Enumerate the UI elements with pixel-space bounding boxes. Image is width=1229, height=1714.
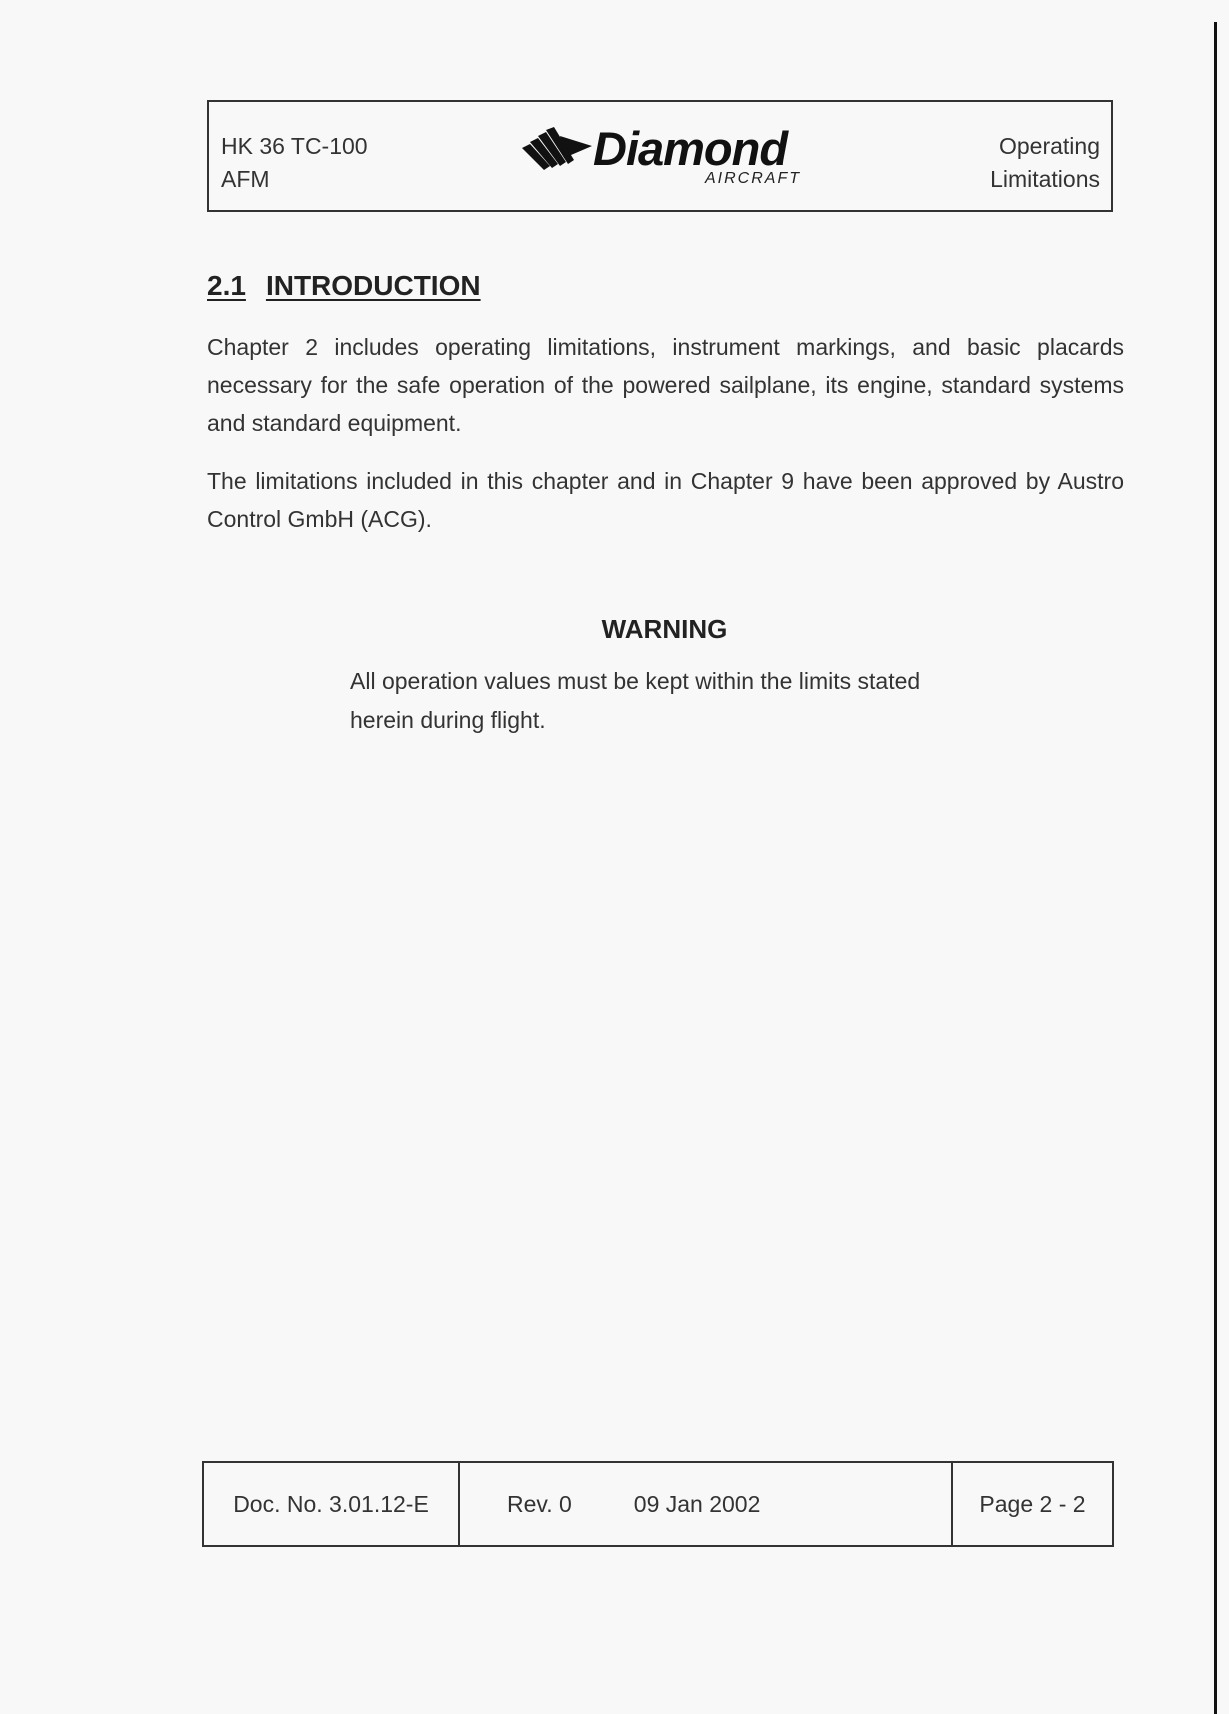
paragraph-2: The limitations included in this chapter and in Chapter 9 have been approved by Austro Control GmbH (ACG). [207, 468, 1124, 532]
warning-text-line2: herein during flight. [350, 707, 546, 733]
warning-text-line1: All operation values must be kept within the limits stated [350, 668, 921, 694]
section-title: INTRODUCTION [265, 270, 481, 301]
diamond-aircraft-logo [520, 122, 810, 192]
diamond-logo-icon [520, 126, 594, 178]
section-heading [207, 270, 481, 302]
footer-doc-number: Doc. No. 3.01.12-E [204, 1463, 460, 1545]
brand-subtitle: AIRCRAFT [705, 170, 801, 187]
paragraph-1: Chapter 2 includes operating limitations, instrument markings, and basic placards necessary for the safe operation of the powered sailplane, its engine, standard systems and standard equipment. [207, 334, 1124, 436]
footer-rev: Rev. 0 [507, 1490, 572, 1517]
footer-revision [460, 1463, 953, 1545]
section-number: 2.1 [207, 270, 246, 301]
page-footer [202, 1461, 1114, 1547]
page-header [207, 100, 1113, 212]
header-model: HK 36 TC-100 [221, 133, 368, 159]
header-left [221, 130, 368, 196]
brand-name: Diamond [593, 122, 788, 175]
warning-text [350, 662, 1010, 740]
footer-date: 09 Jan 2002 [633, 1490, 761, 1517]
header-chapter-line2: Limitations [990, 166, 1100, 192]
header-chapter-line1: Operating [998, 133, 1100, 159]
header-manual: AFM [221, 166, 270, 192]
header-right [990, 130, 1100, 196]
footer-page-number: Page 2 - 2 [979, 1490, 1086, 1517]
page-edge-line [1214, 22, 1217, 1714]
warning-title: WARNING [601, 614, 728, 644]
